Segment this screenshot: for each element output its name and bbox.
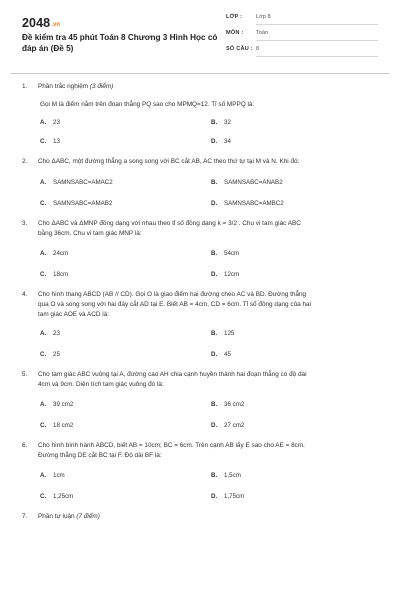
question-text: Cho ΔABC, một đường thẳng a song song với BC cắt AB, AC theo thứ tự tại M và N. Khi đó: xyxy=(38,158,300,165)
option-d[interactable]: D. 12cm xyxy=(211,271,240,278)
question-number: 6. xyxy=(22,442,28,449)
option-b[interactable]: B. 36 cm2 xyxy=(211,401,245,408)
question-text-line-2: bằng 36cm. Chu vi tam giác MNP là: xyxy=(38,230,142,237)
section-points: (3 điểm) xyxy=(89,83,114,90)
question-6 xyxy=(0,441,400,502)
option-d[interactable]: D. 1,75cm xyxy=(211,493,245,500)
meta-value-count: 8 xyxy=(256,46,378,57)
option-b[interactable]: B. SAMNSABC=ANAB2 xyxy=(211,179,283,186)
question-text-line-2: 4cm và 9cm. Diện tích tam giác vuông đó là: xyxy=(38,381,164,388)
option-c[interactable]: C. 1,25cm xyxy=(40,493,74,500)
option-d[interactable]: D. SAMNSABC=AMBC2 xyxy=(211,200,284,207)
question-5 xyxy=(0,370,400,431)
section-heading-part1 xyxy=(0,82,400,92)
question-text-line-2: Đường thẳng DE cắt BC tại F. Độ dài BF là: xyxy=(38,452,162,459)
document-title: Đề kiểm tra 45 phút Toán 8 Chương 3 Hình Học có đáp án (Đề 5) xyxy=(22,33,218,53)
answer-options xyxy=(0,179,400,209)
question-number: 5. xyxy=(22,371,28,378)
option-b[interactable]: B. 32 xyxy=(211,119,231,126)
header xyxy=(0,0,400,72)
option-c[interactable]: C. SAMNSABC=AMAB2 xyxy=(40,200,113,207)
option-d[interactable]: D. 45 xyxy=(211,351,231,358)
meta-label-count: SỐ CÂU : xyxy=(226,46,253,52)
section-title: Phần tự luận xyxy=(38,513,75,520)
question-text-line-3: tam giác AOE và ACD là: xyxy=(38,311,110,318)
meta-panel xyxy=(226,14,386,62)
answer-options xyxy=(0,401,400,431)
answer-options xyxy=(0,119,400,149)
question-text-line-1: Cho tam giác ABC vuông tại A, đường cao AH chia cạnh huyền thành hai đoạn thẳng có độ dài xyxy=(38,371,307,378)
option-c[interactable]: C. 18 cm2 xyxy=(40,422,74,429)
header-divider xyxy=(10,73,390,74)
meta-label-subject: MÔN : xyxy=(226,30,244,36)
meta-row-class xyxy=(226,14,386,30)
question-text-line-1: Cho hình bình hành ABCD, biết AB = 10cm; BC = 6cm. Trên cạnh AB lấy E sao cho AE = 8cm. xyxy=(38,442,305,449)
option-a[interactable]: A. 23 xyxy=(40,330,60,337)
question-text-line-1: Cho ΔABC và ΔMNP đồng dạng với nhau theo tỉ số đồng dạng k = 3/2 . Chu vi tam giác ABC xyxy=(38,220,301,227)
option-a[interactable]: A. SAMNSABC=AMAC2 xyxy=(40,179,113,186)
logo-suffix: .vn xyxy=(51,22,61,28)
section-number: 7. xyxy=(22,513,28,520)
option-b[interactable]: B. 54cm xyxy=(211,250,240,257)
option-c[interactable]: C. 13 xyxy=(40,138,60,145)
option-a[interactable]: A. 1cm xyxy=(40,472,65,479)
question-2 xyxy=(0,157,400,209)
question-text-line-1: Cho hình thang ABCD (AB // CD). Gọi O là giao điểm hai đường chéo AC và BD. Đường thẳng xyxy=(38,291,307,298)
option-b[interactable]: B. 125 xyxy=(211,330,235,337)
exam-content xyxy=(0,76,400,522)
option-d[interactable]: D. 27 cm2 xyxy=(211,422,245,429)
meta-value-class: Lớp 8 xyxy=(256,14,378,25)
option-c[interactable]: C. 18cm xyxy=(40,271,69,278)
question-4 xyxy=(0,290,400,360)
section-points: (7 điểm) xyxy=(76,513,100,520)
option-c[interactable]: C. 25 xyxy=(40,351,60,358)
logo-text: 2048 xyxy=(22,16,51,30)
answer-options xyxy=(0,250,400,280)
question-number: 4. xyxy=(22,291,28,298)
answer-options xyxy=(0,472,400,502)
section-title: Phần trắc nghiệm xyxy=(38,83,89,90)
site-logo[interactable] xyxy=(22,16,60,30)
question-text-line-2: qua O và song song với hai đáy cắt AD tại E. Biết AB = 4cm, CD = 6cm. Tỉ số đồng dạng của hai xyxy=(38,301,311,308)
option-d[interactable]: D. 34 xyxy=(211,138,231,145)
option-a[interactable]: A. 24cm xyxy=(40,250,69,257)
question-text: Gọi M là điểm nằm trên đoạn thẳng PQ sao cho MPMQ=12. Tỉ số MPPQ là: xyxy=(40,101,255,108)
meta-row-subject xyxy=(226,30,386,46)
section-heading-part2 xyxy=(0,512,400,522)
answer-options xyxy=(0,330,400,360)
option-a[interactable]: A. 23 xyxy=(40,119,60,126)
question-3 xyxy=(0,219,400,280)
meta-label-class: LỚP : xyxy=(226,14,243,20)
option-b[interactable]: B. 1,5cm xyxy=(211,472,241,479)
question-number: 2. xyxy=(22,158,28,165)
meta-row-count xyxy=(226,46,386,62)
question-1 xyxy=(0,100,400,149)
question-number: 3. xyxy=(22,220,28,227)
option-a[interactable]: A. 39 cm2 xyxy=(40,401,74,408)
section-number: 1. xyxy=(22,83,28,90)
meta-value-subject: Toán xyxy=(256,30,378,41)
